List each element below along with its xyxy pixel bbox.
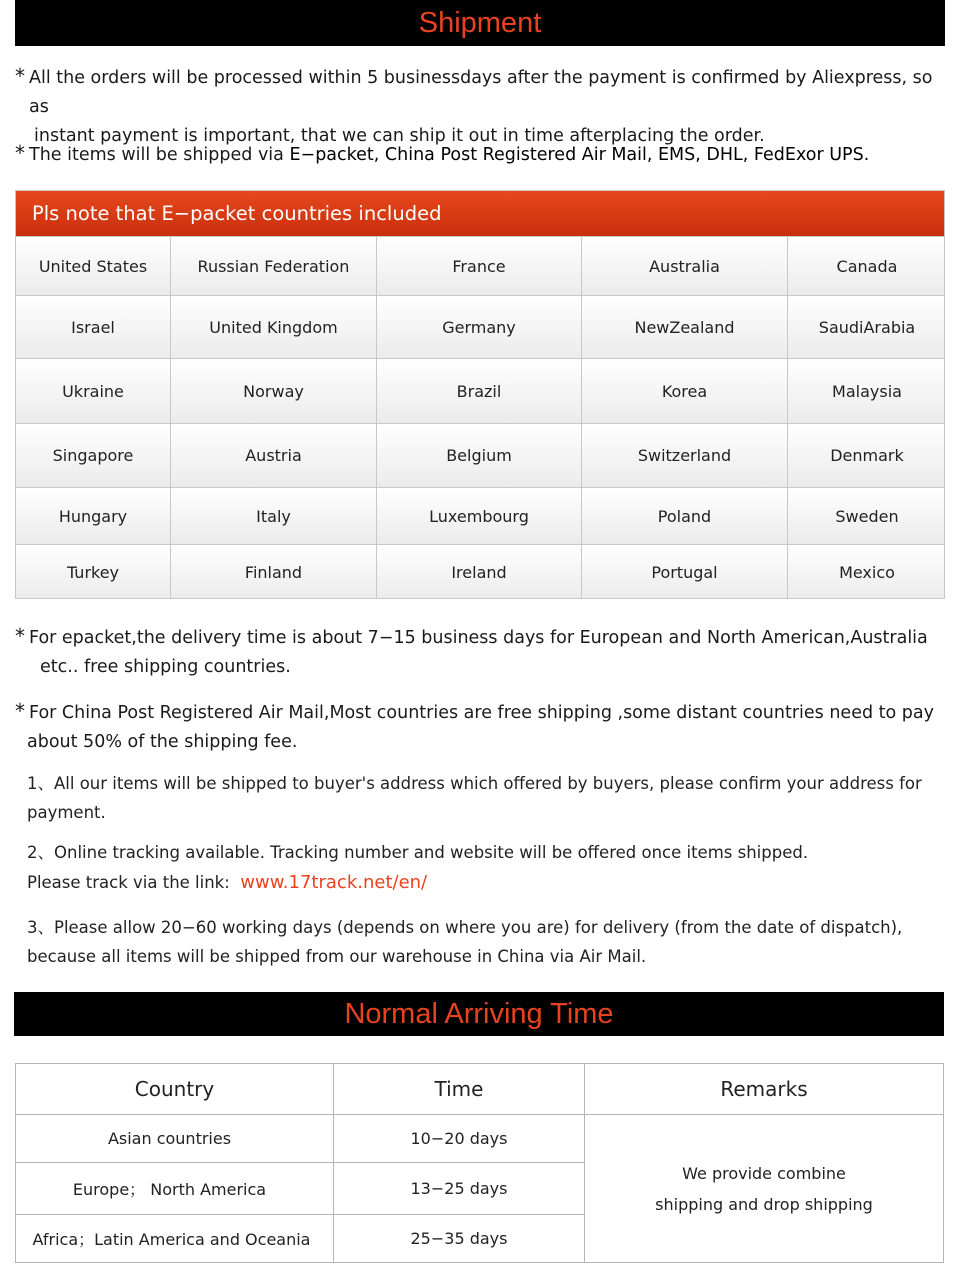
- epacket-row: [16, 544, 945, 599]
- tracking-link-prefix: Please track via the link:: [27, 873, 230, 892]
- epacket-country-cell: Russian Federation: [171, 237, 377, 295]
- remarks-line1: We provide combine: [682, 1163, 846, 1183]
- epacket-country-cell: Sweden: [788, 488, 945, 544]
- epacket-row: [16, 295, 945, 358]
- header-time: Time: [434, 1077, 484, 1101]
- epacket-country-cell: Italy: [171, 488, 377, 544]
- row-3-country: Africa；Latin America and Oceania: [32, 1230, 311, 1249]
- epacket-country-cell: Hungary: [16, 488, 171, 544]
- arriving-time-banner: Normal Arriving Time: [14, 992, 944, 1036]
- processing-note-line1: All the orders will be processed within 5 businessdays after the payment is confirmed by Aliexpress, so as: [29, 68, 933, 117]
- processing-note-line2: instant payment is important, that we can ship it out in time afterplacing the order.: [34, 126, 765, 146]
- epacket-country-cell: France: [377, 237, 582, 295]
- epacket-row: [16, 358, 945, 423]
- row-2-time: 13−25 days: [410, 1179, 508, 1198]
- asterisk: *: [15, 699, 25, 723]
- remarks-cell: [585, 1115, 943, 1262]
- epacket-country-cell: Ukraine: [16, 359, 171, 423]
- epacket-country-cell: Singapore: [16, 424, 171, 487]
- epacket-countries-table: [15, 190, 945, 599]
- epacket-country-cell: Australia: [582, 237, 788, 295]
- epacket-country-cell: Mexico: [788, 545, 945, 599]
- chinapost-delivery-line2: about 50% of the shipping fee.: [27, 732, 298, 752]
- row-2-country: Europe； North America: [72, 1180, 267, 1199]
- epacket-country-cell: Luxembourg: [377, 488, 582, 544]
- row-1-country: Asian countries: [107, 1129, 232, 1148]
- note-2-line2: [27, 868, 927, 897]
- epacket-country-cell: SaudiArabia: [788, 296, 945, 358]
- epacket-country-cell: Belgium: [377, 424, 582, 487]
- note-1-line1: 1、All our items will be shipped to buyer's address which offered by buyers, please confirm your address for: [27, 774, 922, 793]
- epacket-country-cell: Israel: [16, 296, 171, 358]
- epacket-row: [16, 423, 945, 487]
- header-remarks: Remarks: [720, 1077, 808, 1101]
- note-3-line2: because all items will be shipped from our warehouse in China via Air Mail.: [27, 947, 647, 966]
- epacket-country-cell: Germany: [377, 296, 582, 358]
- epacket-country-cell: United Kingdom: [171, 296, 377, 358]
- epacket-country-cell: Poland: [582, 488, 788, 544]
- epacket-country-cell: Malaysia: [788, 359, 945, 423]
- asterisk: *: [15, 624, 25, 648]
- chinapost-delivery-note: [15, 699, 945, 757]
- epacket-country-cell: Switzerland: [582, 424, 788, 487]
- epacket-delivery-note: [15, 624, 945, 682]
- arriving-time-table: [15, 1063, 944, 1263]
- epacket-country-cell: Ireland: [377, 545, 582, 599]
- chinapost-delivery-line1: For China Post Registered Air Mail,Most countries are free shipping ,some distant countries need to pay: [29, 703, 934, 723]
- shipment-banner: Shipment: [15, 0, 945, 46]
- epacket-country-cell: Turkey: [16, 545, 171, 599]
- epacket-country-cell: Portugal: [582, 545, 788, 599]
- header-country: Country: [134, 1077, 215, 1101]
- epacket-country-cell: United States: [16, 237, 171, 295]
- row-3-time: 25−35 days: [410, 1229, 508, 1248]
- note-1-line2: payment.: [27, 803, 106, 822]
- epacket-country-cell: Norway: [171, 359, 377, 423]
- shipping-methods-note: [15, 141, 945, 170]
- epacket-delivery-line2: etc.. free shipping countries.: [40, 657, 291, 677]
- epacket-table-header: Pls note that E−packet countries included: [16, 191, 944, 236]
- processing-note: [15, 64, 945, 151]
- note-3-line1: 3、Please allow 20−60 working days (depends on where you are) for delivery (from the date of dispatch),: [27, 918, 903, 937]
- epacket-row: [16, 487, 945, 544]
- epacket-country-cell: Korea: [582, 359, 788, 423]
- epacket-country-cell: Finland: [171, 545, 377, 599]
- epacket-country-cell: Canada: [788, 237, 945, 295]
- epacket-row: [16, 236, 945, 295]
- asterisk: *: [15, 64, 25, 88]
- note-2-line1: 2、Online tracking available. Tracking number and website will be offered once items shipped.: [27, 843, 809, 862]
- epacket-country-cell: Denmark: [788, 424, 945, 487]
- tracking-link[interactable]: www.17track.net/en/: [240, 872, 428, 893]
- remarks-line2: shipping and drop shipping: [655, 1194, 873, 1214]
- shipping-methods-list: E−packet, China Post Registered Air Mail, EMS, DHL, FedExor UPS.: [289, 145, 870, 165]
- row-1-time: 10−20 days: [410, 1129, 508, 1148]
- epacket-country-cell: NewZealand: [582, 296, 788, 358]
- epacket-country-cell: Brazil: [377, 359, 582, 423]
- epacket-country-cell: Austria: [171, 424, 377, 487]
- asterisk: *: [15, 141, 25, 165]
- epacket-delivery-line1: For epacket,the delivery time is about 7−15 business days for European and North American,Australia: [29, 628, 928, 648]
- shipping-methods-prefix: The items will be shipped via: [29, 145, 290, 165]
